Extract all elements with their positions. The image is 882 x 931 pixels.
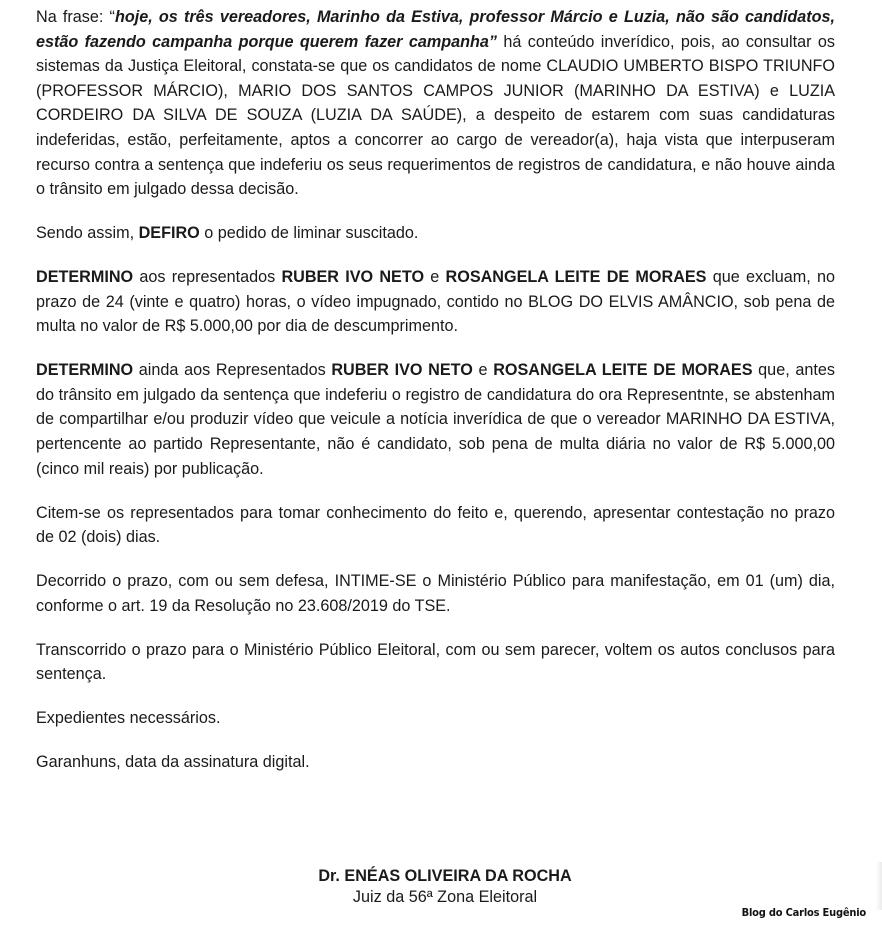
paragraph-false-content: [36, 5, 835, 202]
paragraph-expedientes: Expedientes necessários.: [36, 709, 221, 728]
judge-role: Juiz da 56ª Zona Eleitoral: [352, 888, 538, 906]
p4-t3: que, antes do trânsito em julgado da sentença que indeferiu o registro de candidatura do ora Representnte, se abstenham de compartilhar e/ou produzir vídeo que veicule a notícia inverídica de que o vereador MARINHO DA ESTIVA, pertencente ao partido Representante, não é candidato, sob pena de multa diária no valor de R$ 5.000,00 (cinco mil reais) por publicação.: [36, 361, 835, 478]
paragraph-defiro: [36, 221, 835, 246]
document-body: [36, 5, 835, 794]
p1-prefix: Na frase: “: [36, 8, 115, 26]
p3-bold1: DETERMINO: [36, 268, 134, 287]
p4-t1: ainda aos Representados: [133, 361, 332, 380]
p3-bold2: RUBER IVO NETO: [281, 268, 425, 287]
judge-name: Dr. ENÉAS OLIVEIRA DA ROCHA: [318, 867, 572, 885]
p3-bold3: ROSANGELA LEITE DE MORAES: [445, 268, 707, 287]
p4-bold1: DETERMINO: [36, 361, 134, 380]
p3-t1: aos representados: [133, 268, 282, 287]
paragraph-determino-2: [36, 358, 835, 481]
p4-bold2: RUBER IVO NETO: [331, 361, 473, 380]
p2-suffix: o pedido de liminar suscitado.: [199, 224, 419, 243]
p3-t2: e: [424, 268, 446, 287]
paragraph-citem-se: Citem-se os representados para tomar conhecimento do feito e, querendo, apresentar contestação no prazo de 02 (dois) dias.: [36, 503, 835, 547]
signature-block: [0, 866, 882, 908]
blog-watermark: Blog do Carlos Eugênio: [741, 906, 866, 919]
paragraph-transcorrido: Transcorrido o prazo para o Ministério Público Eleitoral, com ou sem parecer, voltem os autos conclusos para sentença.: [36, 640, 835, 684]
p1-rest: há conteúdo inverídico, pois, ao consultar os sistemas da Justiça Eleitoral, constata-se que os candidatos de nome CLAUDIO UMBERTO BISPO TRIUNFO (PROFESSOR MÁRCIO), MARIO DOS SANTOS CAMPOS JUNIOR (MARINHO DA ESTIVA) e LUZIA CORDEIRO DA SILVA DE SOUZA (LUZIA DA SAÚDE), a despeito de estarem com suas candidaturas indeferidas, estão, perfeitamente, aptos a concorrer ao cargo de vereador(a), haja vista que interpuseram recurso contra a sentença que indeferiu os seus requerimentos de registros de candidatura, e não houve ainda o trânsito em julgado dessa decisão.: [36, 32, 835, 199]
p4-bold3: ROSANGELA LEITE DE MORAES: [493, 361, 753, 380]
p1-quote: hoje, os três vereadores, Marinho da Estiva, professor Márcio e Luzia, não são candidatos, estão fazendo campanha porque querem fazer campanha”: [36, 8, 835, 51]
p2-prefix: Sendo assim,: [36, 224, 139, 243]
p3-t3: que excluam, no prazo de 24 (vinte e quatro) horas, o vídeo impugnado, contido no BLOG DO ELVIS AMÂNCIO, sob pena de multa no valor de R$ 5.000,00 por dia de descumprimento.: [36, 268, 835, 336]
p4-t2: e: [472, 361, 494, 380]
paragraph-determino-1: [36, 265, 835, 339]
p2-bold: DEFIRO: [138, 224, 200, 243]
paragraph-decorrido: Decorrido o prazo, com ou sem defesa, INTIME-SE o Ministério Público para manifestação, em 01 (um) dia, conforme o art. 19 da Resolução no 23.608/2019 do TSE.: [36, 572, 835, 615]
paragraph-place-date: Garanhuns, data da assinatura digital.: [36, 753, 310, 772]
page-edge-shadow: [876, 862, 882, 910]
